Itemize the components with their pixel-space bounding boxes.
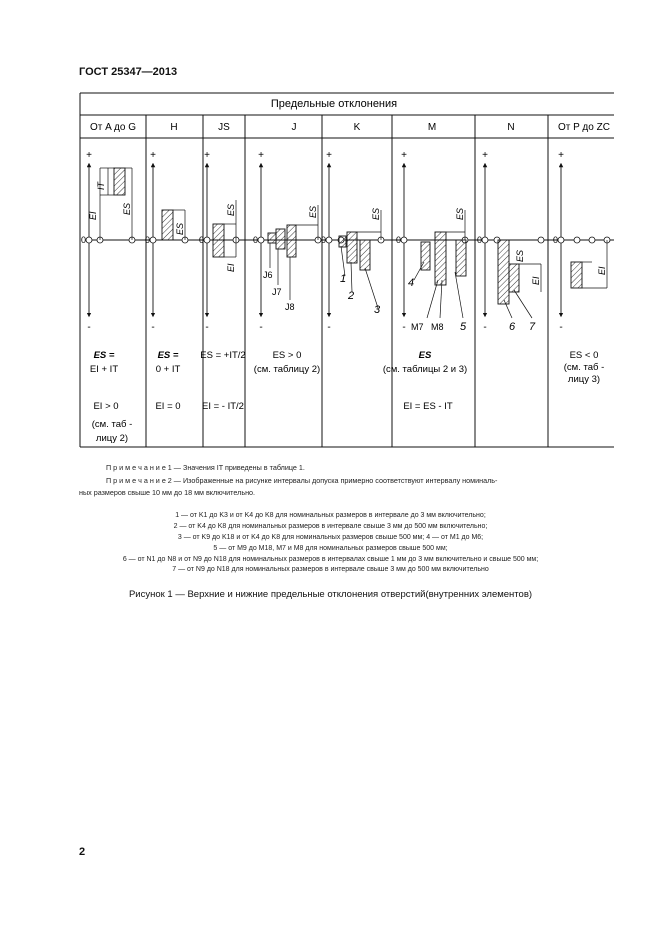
svg-text:-: - xyxy=(327,322,331,333)
svg-text:0: 0 xyxy=(553,235,559,245)
svg-text:лицу 3): лицу 3) xyxy=(567,374,601,385)
col-header-h: H xyxy=(170,122,178,133)
svg-text:ES =: ES = xyxy=(157,350,179,361)
svg-text:0: 0 xyxy=(477,235,483,245)
col-header-n: N xyxy=(507,122,515,133)
svg-text:-: - xyxy=(483,322,487,333)
svg-text:(см. таб -: (см. таб - xyxy=(563,362,605,373)
svg-text:ES: ES xyxy=(515,249,525,262)
svg-text:+: + xyxy=(401,150,407,161)
svg-text:+: + xyxy=(558,150,564,161)
svg-text:-: - xyxy=(87,322,91,333)
col-header-m: M xyxy=(427,122,437,133)
svg-text:ES = +IT/2: ES = +IT/2 xyxy=(200,350,246,361)
svg-text:0: 0 xyxy=(199,235,205,245)
legend-line-2: 2 — от K4 до K8 для номинальных размеров в интервале свыше 3 мм до 500 мм включительно; xyxy=(173,523,488,530)
svg-text:2: 2 xyxy=(348,290,355,302)
svg-text:3: 3 xyxy=(374,304,381,316)
page-number: 2 xyxy=(79,846,86,858)
svg-text:5: 5 xyxy=(460,321,467,333)
svg-text:ES > 0: ES > 0 xyxy=(272,350,302,361)
svg-text:ES: ES xyxy=(308,205,318,218)
callout-labels xyxy=(263,270,536,333)
svg-text:ES < 0: ES < 0 xyxy=(569,350,599,361)
table-title: Предельные отклонения xyxy=(270,98,398,110)
svg-text:-: - xyxy=(151,322,155,333)
svg-text:EI = ES - IT: EI = ES - IT xyxy=(403,401,453,412)
svg-text:EI: EI xyxy=(597,266,607,275)
svg-text:+: + xyxy=(326,150,332,161)
svg-text:0: 0 xyxy=(253,235,259,245)
legend-line-6: 7 — от N9 до N18 для номинальных размеров в интервале свыше 3 мм до 500 мм включительно xyxy=(172,566,489,573)
svg-text:M8: M8 xyxy=(431,322,444,332)
svg-text:0: 0 xyxy=(321,235,327,245)
svg-text:0: 0 xyxy=(81,235,87,245)
col-header-p-zc: От P до ZC xyxy=(558,122,610,133)
svg-text:J7: J7 xyxy=(272,287,282,297)
formula-row xyxy=(90,350,604,385)
table-frame xyxy=(80,93,614,447)
svg-text:EI = - IT/2: EI = - IT/2 xyxy=(202,401,244,412)
svg-text:ES: ES xyxy=(455,207,465,220)
col-header-k: K xyxy=(353,122,361,133)
svg-text:EI: EI xyxy=(226,263,236,272)
svg-text:лицу 2): лицу 2) xyxy=(95,433,129,444)
deviation-figure xyxy=(0,0,661,460)
tolerance-zones xyxy=(114,168,582,304)
note-1: П р и м е ч а н и е 1 — Значения IT приведены в таблице 1. xyxy=(106,463,305,472)
svg-text:(см. таблицы 2 и 3): (см. таблицы 2 и 3) xyxy=(382,364,468,375)
svg-text:+: + xyxy=(204,150,210,161)
svg-text:M7: M7 xyxy=(411,322,424,332)
legend-line-4: 5 — от M9 до M18, M7 и M8 для номинальных размеров свыше 500 мм; xyxy=(213,545,448,552)
svg-text:(см. таб -: (см. таб - xyxy=(91,419,133,430)
note-2-line2: ных размеров свыше 10 мм до 18 мм включительно. xyxy=(79,488,256,497)
svg-text:ES: ES xyxy=(418,350,432,361)
svg-text:EI > 0: EI > 0 xyxy=(93,401,119,412)
col-header-j: J xyxy=(291,122,297,133)
svg-text:0: 0 xyxy=(396,235,402,245)
legend-line-3: 3 — от K9 до K18 и от K4 до K8 для номинальных размеров свыше 500 мм; 4 — от M1 до M6; xyxy=(177,534,484,541)
svg-text:1: 1 xyxy=(340,273,347,285)
svg-text:-: - xyxy=(559,322,563,333)
svg-text:+: + xyxy=(258,150,264,161)
column-headers xyxy=(90,122,610,133)
col-header-a-g: От A до G xyxy=(90,122,136,133)
svg-text:ES: ES xyxy=(175,222,185,235)
note-2-line1: П р и м е ч а н и е 2 — Изображенные на рисунке интервалы допуска примерно соответствуют интервалу номиналь- xyxy=(106,476,498,485)
svg-text:-: - xyxy=(259,322,263,333)
svg-text:EI: EI xyxy=(88,211,98,220)
svg-text:4: 4 xyxy=(408,277,415,289)
svg-text:-: - xyxy=(205,322,209,333)
svg-text:+: + xyxy=(150,150,156,161)
svg-text:(см. таблицу 2): (см. таблицу 2) xyxy=(253,364,321,375)
legend-line-1: 1 — от K1 до K3 и от K4 до K8 для номинальных размеров в интервале до 3 мм включительно; xyxy=(175,512,486,519)
svg-text:EI: EI xyxy=(531,276,541,285)
legend-line-5: 6 — от N1 до N8 и от N9 до N18 для номинальных размеров в интервалах свыше 1 мм до 3 мм включительно и свыше 500 мм; xyxy=(122,556,539,563)
svg-text:EI + IT: EI + IT xyxy=(89,364,119,375)
svg-text:J8: J8 xyxy=(285,302,295,312)
svg-text:ES: ES xyxy=(226,203,236,216)
svg-text:ES: ES xyxy=(122,202,132,215)
svg-text:ES: ES xyxy=(371,207,381,220)
svg-text:ES =: ES = xyxy=(93,350,115,361)
svg-text:+: + xyxy=(482,150,488,161)
svg-text:EI = 0: EI = 0 xyxy=(155,401,181,412)
figure-caption: Рисунок 1 — Верхние и нижние предельные отклонения отверстий(внутренних элементов) xyxy=(128,589,533,600)
col-header-js: JS xyxy=(218,122,230,133)
svg-text:+: + xyxy=(86,150,92,161)
document-header: ГОСТ 25347—2013 xyxy=(79,66,178,78)
svg-text:J6: J6 xyxy=(263,270,273,280)
svg-text:0: 0 xyxy=(145,235,151,245)
svg-text:0 + IT: 0 + IT xyxy=(155,364,181,375)
svg-text:-: - xyxy=(402,322,406,333)
svg-text:7: 7 xyxy=(529,321,536,333)
svg-text:6: 6 xyxy=(509,321,516,333)
svg-text:IT: IT xyxy=(96,182,106,190)
